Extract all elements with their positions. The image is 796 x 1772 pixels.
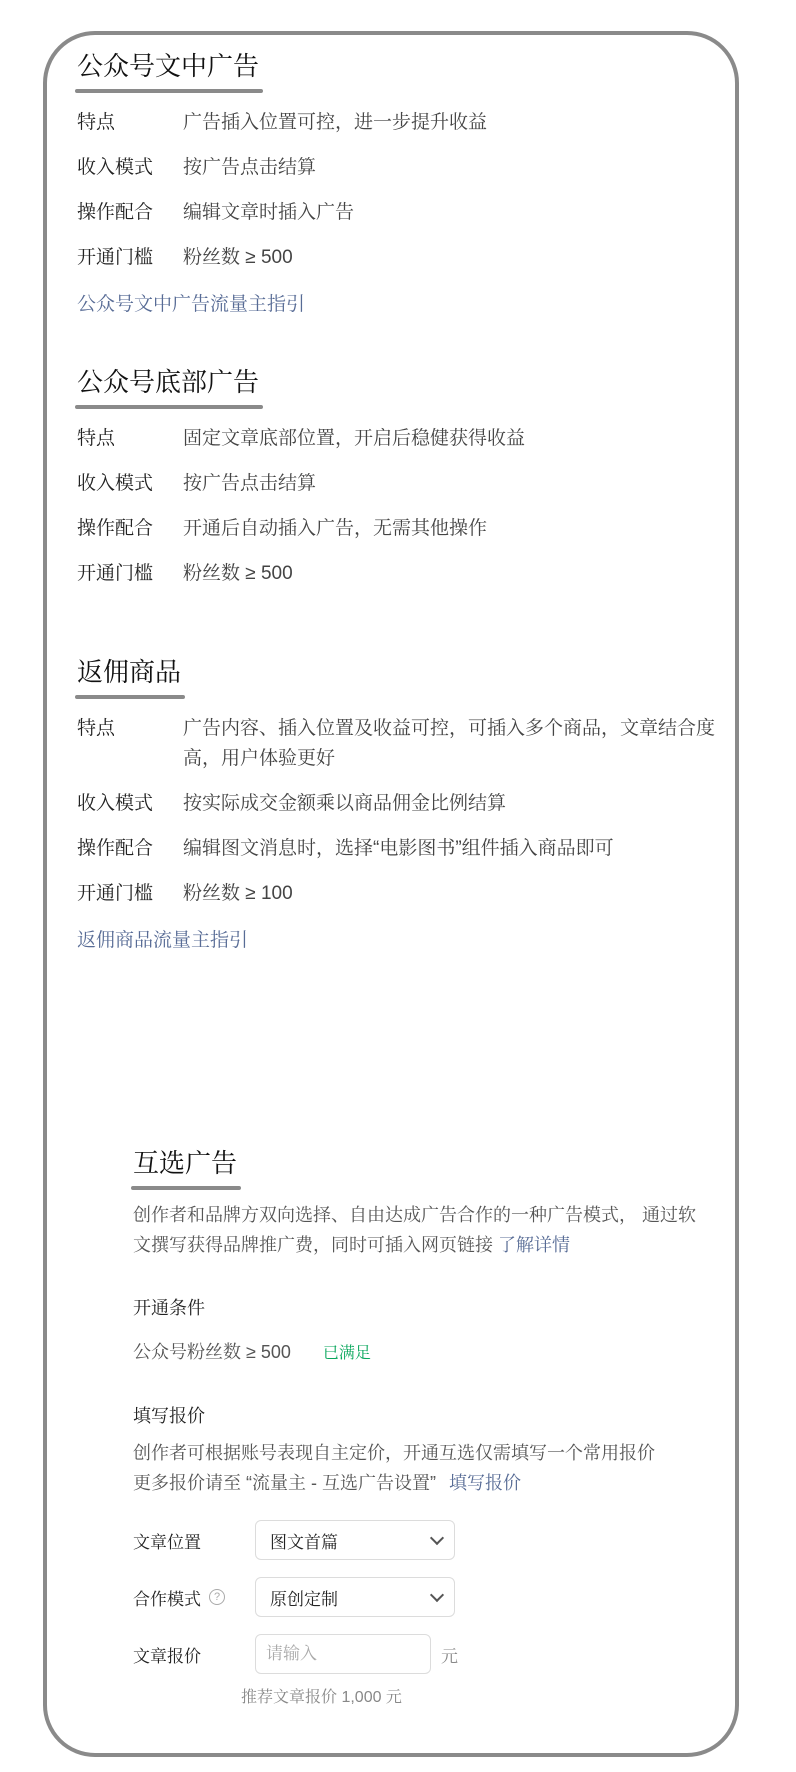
section-title-text: 公众号底部广告 [77, 367, 260, 397]
condition-row [133, 1338, 713, 1364]
row-value: 粉丝数 ≥ 100 [183, 883, 293, 904]
row-label: 特点 [77, 718, 116, 739]
section-article-ads [77, 46, 717, 316]
title-underline [131, 1186, 241, 1190]
section-title-text: 公众号文中广告 [77, 51, 260, 81]
income-row [77, 469, 717, 499]
operation-row [77, 834, 717, 864]
title-underline [75, 405, 263, 409]
row-label: 收入模式 [77, 793, 154, 814]
mode-row [133, 1575, 713, 1619]
position-label: 文章位置 [133, 1532, 201, 1552]
row-label: 特点 [77, 112, 116, 133]
row-value: 粉丝数 ≥ 500 [183, 563, 293, 584]
mode-selected-value: 原创定制 [270, 1589, 338, 1609]
position-selected-value: 图文首篇 [270, 1532, 338, 1552]
mode-label [133, 1585, 255, 1610]
row-label: 收入模式 [77, 473, 154, 494]
threshold-row [77, 559, 717, 589]
price-description-text: 更多报价请至 “流量主 - 互选广告设置” [133, 1473, 436, 1493]
section-mutual-ads [133, 1143, 713, 1707]
section-bottom-ads [77, 362, 717, 589]
row-value: 按广告点击结算 [183, 473, 317, 494]
row-label: 操作配合 [77, 838, 154, 859]
rebate-goods-guide-link[interactable]: 返佣商品流量主指引 [77, 930, 249, 951]
row-value: 固定文章底部位置，开启后稳健获得收益 [183, 428, 526, 449]
condition-status-badge: 已满足 [322, 1344, 371, 1362]
threshold-row [77, 243, 717, 273]
row-label: 特点 [77, 428, 116, 449]
price-unit: 元 [441, 1646, 458, 1666]
price-label: 文章报价 [133, 1646, 201, 1666]
mode-select[interactable] [255, 1577, 455, 1617]
row-value: 粉丝数 ≥ 500 [183, 247, 293, 268]
price-row [133, 1632, 713, 1676]
help-icon[interactable]: ? [209, 1589, 225, 1605]
section-title-text: 互选广告 [133, 1148, 238, 1178]
income-row [77, 153, 717, 183]
feature-row [77, 424, 717, 454]
section-title-text: 返佣商品 [77, 657, 182, 687]
feature-row [77, 714, 717, 774]
chevron-down-icon [430, 1530, 444, 1544]
row-value: 编辑文章时插入广告 [183, 202, 355, 223]
title-underline [75, 695, 185, 699]
row-value: 按实际成交金额乘以商品佣金比例结算 [183, 793, 507, 814]
feature-row [77, 108, 717, 138]
row-label: 收入模式 [77, 157, 154, 178]
section-title [133, 1143, 237, 1190]
section-title [77, 362, 259, 409]
chevron-down-icon [430, 1587, 444, 1601]
row-label: 操作配合 [77, 202, 154, 223]
row-value: 开通后自动插入广告，无需其他操作 [183, 518, 488, 539]
row-value: 广告插入位置可控，进一步提升收益 [183, 112, 488, 133]
condition-title: 开通条件 [133, 1298, 205, 1318]
price-input[interactable] [255, 1634, 431, 1674]
condition-text: 公众号粉丝数 ≥ 500 [133, 1342, 291, 1362]
section-rebate-goods [77, 652, 717, 952]
row-value: 广告内容、插入位置及收益可控，可插入多个商品，文章结合度高，用户体验更好 [183, 718, 716, 769]
income-row [77, 789, 717, 819]
price-title: 填写报价 [133, 1406, 205, 1426]
row-label: 开通门槛 [77, 247, 154, 268]
operation-row [77, 198, 717, 228]
section-title [77, 652, 181, 699]
price-description-line [133, 1468, 713, 1498]
recommended-price-hint: 推荐文章报价 1,000 元 [241, 1689, 402, 1706]
mode-label-text: 合作模式 [133, 1589, 201, 1609]
price-description-line: 创作者可根据账号表现自主定价，开通互选仅需填写一个常用报价 [133, 1443, 655, 1463]
content-card [43, 31, 739, 1757]
row-label: 开通门槛 [77, 883, 154, 904]
mutual-description [133, 1200, 713, 1260]
fill-price-link[interactable]: 填写报价 [449, 1473, 521, 1493]
position-select[interactable] [255, 1520, 455, 1560]
title-underline [75, 89, 263, 93]
operation-row [77, 514, 717, 544]
article-ads-guide-link[interactable]: 公众号文中广告流量主指引 [77, 294, 306, 315]
row-value: 按广告点击结算 [183, 157, 317, 178]
row-value: 编辑图文消息时，选择“电影图书”组件插入商品即可 [183, 838, 614, 859]
learn-more-link[interactable]: 了解详情 [498, 1235, 571, 1255]
price-description [133, 1438, 713, 1498]
row-label: 操作配合 [77, 518, 154, 539]
threshold-row [77, 879, 717, 909]
section-title [77, 46, 259, 93]
row-label: 开通门槛 [77, 563, 154, 584]
position-row [133, 1518, 713, 1562]
mutual-description-text: 创作者和品牌方双向选择、自由达成广告合作的一种广告模式， 通过软文撰写获得品牌推广费，同时可插入网页链接 [133, 1205, 696, 1255]
